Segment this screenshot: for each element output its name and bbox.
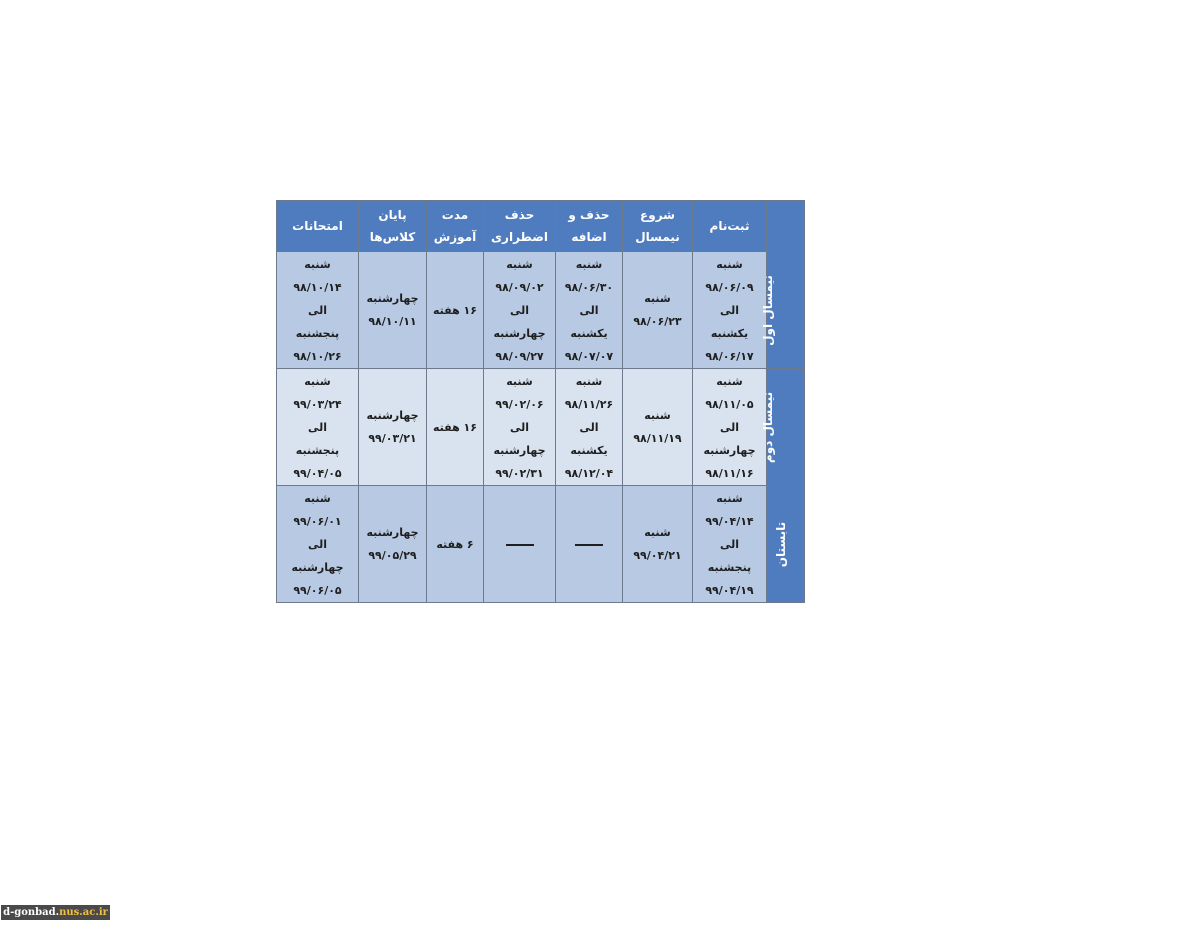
header-exams: امتحانات [277,201,359,252]
not-applicable-dash [506,544,534,546]
cell-registration: شنبه ۹۸/۱۱/۰۵ الی چهارشنبه ۹۸/۱۱/۱۶ [693,369,767,486]
cell-emergency-drop: شنبه ۹۹/۰۲/۰۶ الی چهارشنبه ۹۹/۰۲/۳۱ [484,369,556,486]
cell-classes-end: چهارشنبه ۹۹/۰۵/۲۹ [359,486,427,603]
table-header-row [277,201,805,252]
cell-add-drop: شنبه ۹۸/۱۱/۲۶ الی یکشنبه ۹۸/۱۲/۰۴ [556,369,623,486]
table-row [277,486,805,603]
cell-duration: ۶ هفته [427,486,484,603]
cell-duration: ۱۶ هفته [427,252,484,369]
cell-exams: شنبه ۹۹/۰۶/۰۱ الی چهارشنبه ۹۹/۰۶/۰۵ [277,486,359,603]
row-semester-label: نیمسال دوم [767,369,805,486]
table-row [277,252,805,369]
header-duration: مدت آموزش [427,201,484,252]
academic-calendar-table [276,200,805,603]
site-watermark: d-gonbad.nus.ac.ir [1,905,110,920]
header-semester-start: شروع نیمسال [623,201,693,252]
cell-semester-start: شنبه ۹۹/۰۴/۲۱ [623,486,693,603]
cell-emergency-drop: شنبه ۹۸/۰۹/۰۲ الی چهارشنبه ۹۸/۰۹/۲۷ [484,252,556,369]
header-semester [767,201,805,252]
cell-classes-end: چهارشنبه ۹۸/۱۰/۱۱ [359,252,427,369]
row-semester-label: تابستان [767,486,805,603]
header-classes-end: پایان کلاس‌ها [359,201,427,252]
cell-emergency-drop [484,486,556,603]
cell-registration: شنبه ۹۹/۰۴/۱۴ الی پنجشنبه ۹۹/۰۴/۱۹ [693,486,767,603]
header-emergency-drop: حذف اضطراری [484,201,556,252]
cell-semester-start: شنبه ۹۸/۰۶/۲۳ [623,252,693,369]
header-add-drop: حذف و اضافه [556,201,623,252]
cell-add-drop: شنبه ۹۸/۰۶/۳۰ الی یکشنبه ۹۸/۰۷/۰۷ [556,252,623,369]
cell-add-drop [556,486,623,603]
cell-exams: شنبه ۹۹/۰۳/۲۴ الی پنجشنبه ۹۹/۰۴/۰۵ [277,369,359,486]
cell-registration: شنبه ۹۸/۰۶/۰۹ الی یکشنبه ۹۸/۰۶/۱۷ [693,252,767,369]
cell-classes-end: چهارشنبه ۹۹/۰۳/۲۱ [359,369,427,486]
cell-exams: شنبه ۹۸/۱۰/۱۴ الی پنجشنبه ۹۸/۱۰/۲۶ [277,252,359,369]
cell-duration: ۱۶ هفته [427,369,484,486]
header-registration: ثبت‌نام [693,201,767,252]
row-semester-label: نیمسال اول [767,252,805,369]
cell-semester-start: شنبه ۹۸/۱۱/۱۹ [623,369,693,486]
table-row [277,369,805,486]
not-applicable-dash [575,544,603,546]
